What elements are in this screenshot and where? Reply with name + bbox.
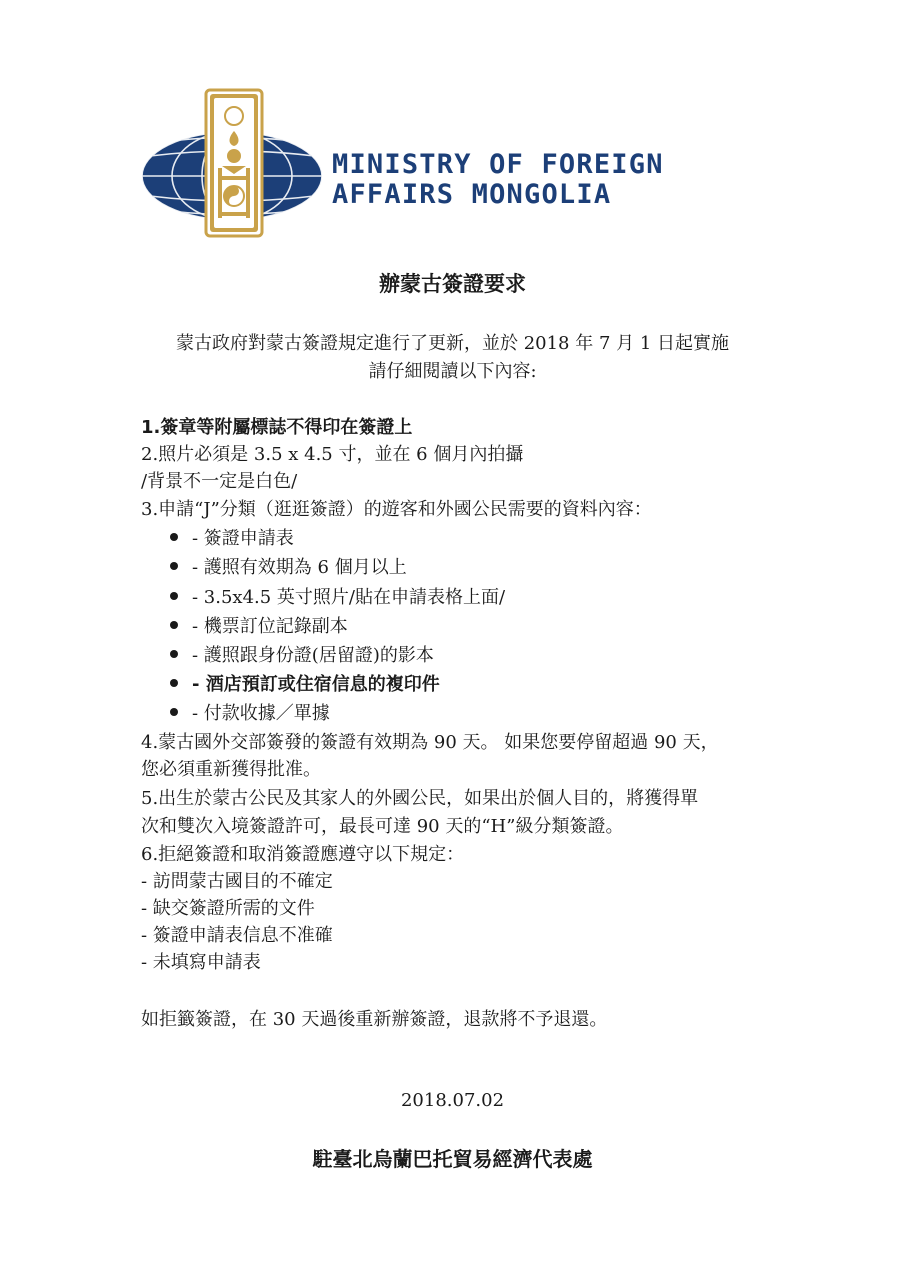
- requirement-2: 2.照片必須是 3.5 x 4.5 寸，並在 6 個月內拍攝: [141, 444, 524, 465]
- bullet-icon: [170, 708, 178, 716]
- list-item: - 3.5x4.5 英寸照片/貼在申請表格上面/: [170, 584, 505, 612]
- issuer-signature: 駐臺北烏蘭巴托貿易經濟代表處: [312, 1147, 593, 1171]
- requirement-4-line-2: 您必須重新獲得批准。: [141, 759, 321, 780]
- list-item: - 護照有效期為 6 個月以上: [170, 554, 407, 582]
- list-item: - 未填寫申請表: [141, 952, 261, 973]
- ministry-name: [332, 150, 664, 210]
- list-item: - 付款收據／單據: [170, 700, 330, 728]
- logo-line-1: MINISTRY OF FOREIGN: [332, 149, 664, 180]
- intro-line-2: 請仔細閱讀以下內容:: [368, 361, 537, 382]
- closing-note: 如拒籤簽證，在 30 天過後重新辦簽證，退款將不予退還。: [141, 1009, 608, 1030]
- requirement-1: 1.簽章等附屬標誌不得印在簽證上: [141, 417, 413, 438]
- document-title: 辦蒙古簽證要求: [379, 272, 526, 296]
- requirement-2-note: /背景不一定是白色/: [141, 471, 298, 492]
- bullet-icon: [170, 621, 178, 629]
- requirement-3: 3.申請“J”分類（逛逛簽證）的遊客和外國公民需要的資料內容：: [141, 499, 652, 520]
- requirement-6: 6.拒絕簽證和取消簽證應遵守以下規定：: [141, 844, 465, 865]
- requirement-5-line-2: 次和雙次入境簽證許可，最長可達 90 天的“H”級分類簽證。: [141, 816, 624, 837]
- ministry-logo: [140, 86, 680, 238]
- list-item: - 酒店預訂或住宿信息的複印件: [170, 671, 440, 699]
- list-item: - 訪問蒙古國目的不確定: [141, 871, 333, 892]
- bullet-icon: [170, 562, 178, 570]
- list-item: - 機票訂位記錄副本: [170, 613, 348, 641]
- document-date: 2018.07.02: [400, 1090, 505, 1111]
- list-item: - 護照跟身份證(居留證)的影本: [170, 642, 434, 670]
- requirement-4-line-1: 4.蒙古國外交部簽發的簽證有效期為 90 天。 如果您要停留超過 90 天，: [141, 732, 719, 753]
- list-item: - 缺交簽證所需的文件: [141, 898, 315, 919]
- intro-line-1: 蒙古政府對蒙古簽證規定進行了更新，並於 2018 年 7 月 1 日起實施: [175, 333, 730, 354]
- list-item: - 簽證申請表信息不准確: [141, 925, 333, 946]
- bullet-icon: [170, 533, 178, 541]
- logo-line-2: AFFAIRS MONGOLIA: [332, 179, 612, 210]
- bullet-icon: [170, 679, 178, 687]
- bullet-icon: [170, 650, 178, 658]
- soyombo-globe-emblem: [140, 86, 340, 238]
- bullet-icon: [170, 592, 178, 600]
- list-item: - 簽證申請表: [170, 525, 294, 553]
- requirement-5-line-1: 5.出生於蒙古公民及其家人的外國公民，如果出於個人目的，將獲得單: [141, 788, 699, 809]
